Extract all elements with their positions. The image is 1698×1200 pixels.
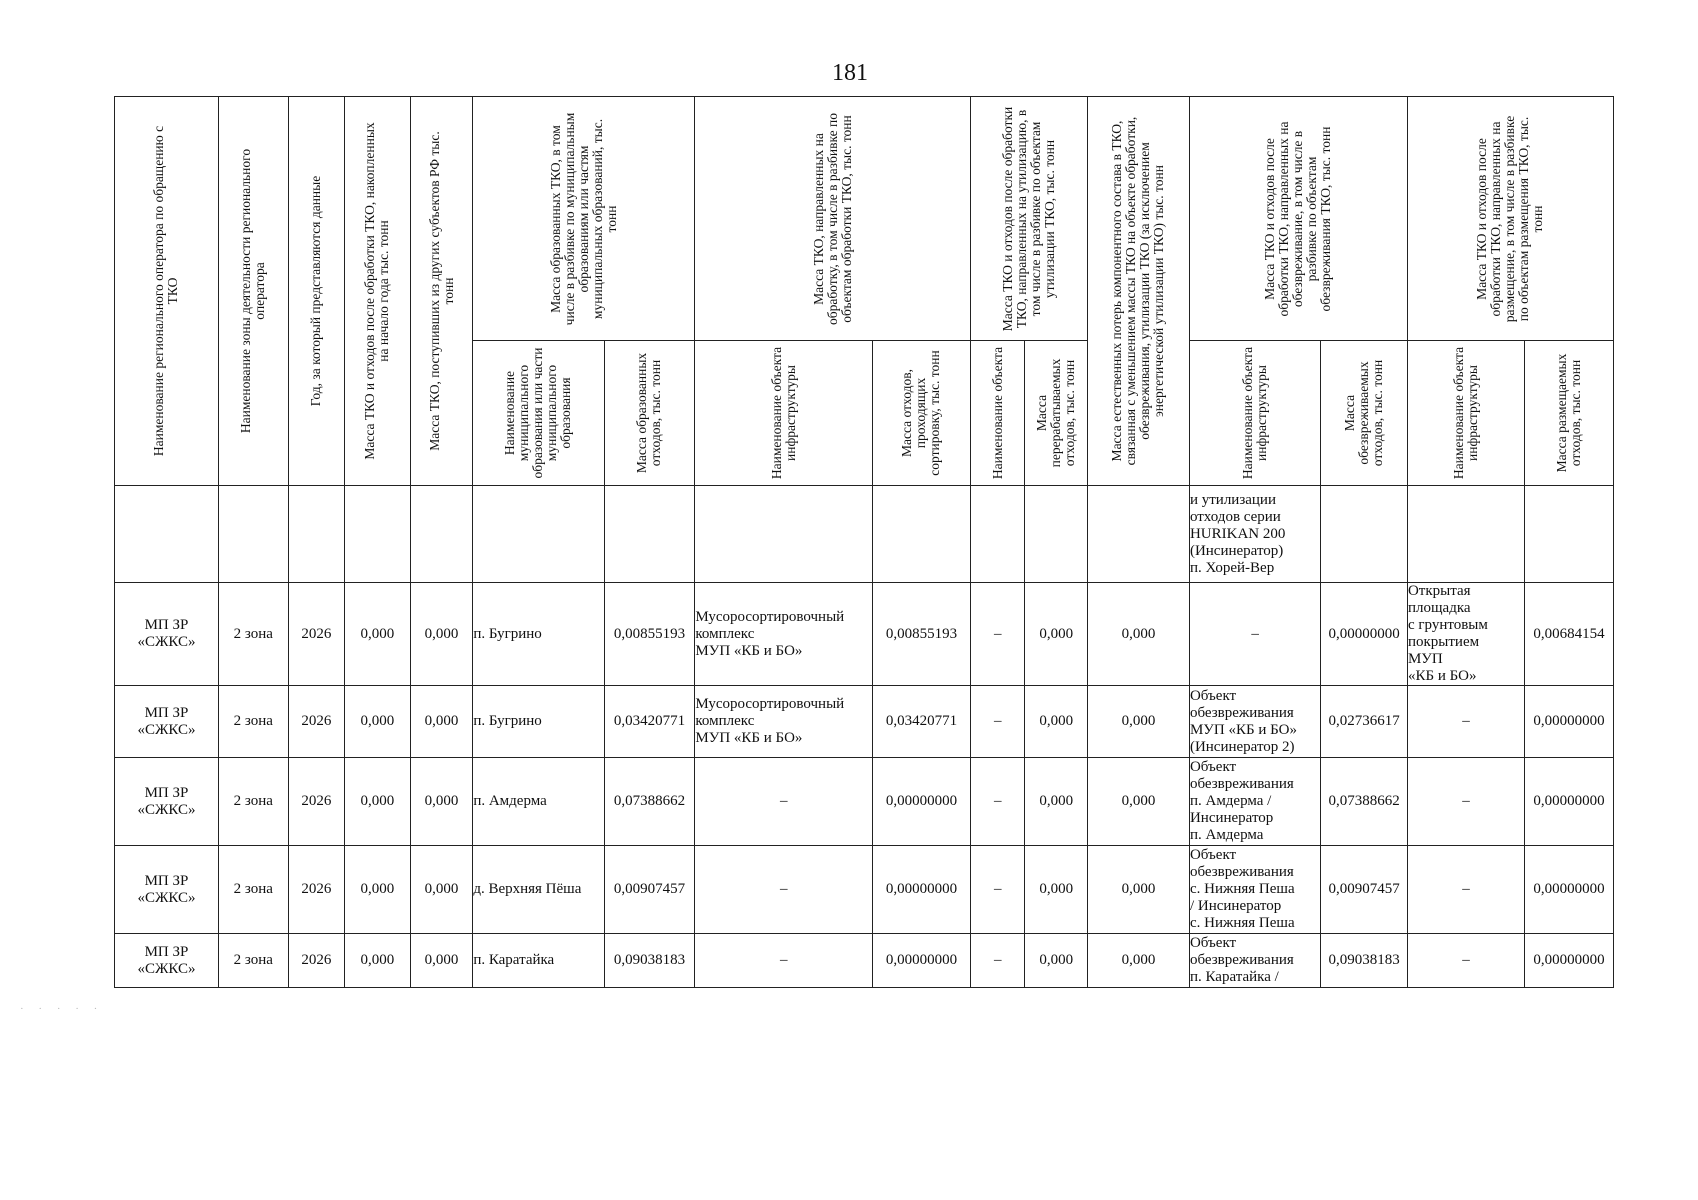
neutralization-object-cell: – bbox=[1189, 583, 1320, 686]
operator-cell-line: «СЖКС» bbox=[137, 889, 196, 906]
processing-mass-cell: 0,00000000 bbox=[873, 846, 971, 934]
header-neutralization-group: Масса ТКО и отходов после обработки ТКО, направленных на обезвреживание, в том числе в разбивке по объектам обезвреживания ТКО, тыс. тонн bbox=[1189, 97, 1407, 341]
neutralization-object-cell-line: обезвреживания bbox=[1189, 704, 1294, 721]
neutralization-object-cell-line: Объект bbox=[1189, 847, 1237, 863]
placement-mass-cell: 0,00000000 bbox=[1525, 934, 1614, 988]
table-cell bbox=[1321, 486, 1408, 583]
year-cell: 2026 bbox=[288, 846, 345, 934]
table-cell bbox=[218, 486, 288, 583]
processing-object-cell: – bbox=[695, 758, 873, 846]
header-processing-group: Масса ТКО, направленных на обработку, в том числе в разбивке по объектам обработки ТКО, тыс. тонн bbox=[695, 97, 971, 341]
operator-cell-line: МП ЗР bbox=[144, 704, 189, 721]
neutralization-object-cell-line: МУП «КБ и БО» bbox=[1189, 721, 1297, 738]
processing-object-cell-line: комплекс bbox=[695, 625, 755, 642]
neutralization-mass-cell: 0,07388662 bbox=[1321, 758, 1408, 846]
formed-mass-cell: 0,00907457 bbox=[604, 846, 695, 934]
continuation-neutralization-object bbox=[1189, 486, 1320, 583]
utilization-mass-cell: 0,000 bbox=[1025, 583, 1088, 686]
table-cell bbox=[410, 486, 473, 583]
placement-mass-cell: 0,00000000 bbox=[1525, 686, 1614, 758]
formed-mass-cell: 0,03420771 bbox=[604, 686, 695, 758]
neutralization-object-cell-line: с. Нижняя Пеша bbox=[1189, 881, 1295, 897]
year-cell: 2026 bbox=[288, 934, 345, 988]
neutralization-object-line: и утилизации bbox=[1189, 491, 1276, 508]
formed-mass-cell: 0,00855193 bbox=[604, 583, 695, 686]
operator-cell bbox=[115, 686, 219, 758]
municipality-cell: п. Бугрино bbox=[473, 686, 604, 758]
operator-cell-line: МП ЗР bbox=[144, 943, 189, 960]
placement-object-cell-line: Открытая bbox=[1407, 583, 1471, 599]
table-cell bbox=[604, 486, 695, 583]
neutralization-object-cell-line: Объект bbox=[1189, 687, 1237, 704]
neutralization-mass-cell: 0,02736617 bbox=[1321, 686, 1408, 758]
utilization-mass-cell: 0,000 bbox=[1025, 846, 1088, 934]
header-utilization-object: Наименование объекта bbox=[970, 341, 1025, 486]
zone-cell: 2 зона bbox=[218, 846, 288, 934]
placement-object-cell: – bbox=[1407, 758, 1524, 846]
operator-cell bbox=[115, 934, 219, 988]
neutralization-object-cell-line: / Инсинератор bbox=[1189, 898, 1282, 914]
scan-margin-marks: · · · · · bbox=[20, 1003, 104, 1015]
operator-cell-line: МП ЗР bbox=[144, 784, 189, 801]
utilization-object-cell: – bbox=[970, 583, 1025, 686]
processing-mass-cell: 0,00855193 bbox=[873, 583, 971, 686]
header-neutralization-mass: Масса обезвреживаемых отходов, тыс. тонн bbox=[1321, 341, 1408, 486]
table-row bbox=[115, 934, 1614, 988]
processing-object-cell-line: Мусоросортировочный bbox=[695, 608, 845, 625]
table-cell bbox=[970, 486, 1025, 583]
header-accumulated: Масса ТКО и отходов после обработки ТКО, накопленных на начало года тыс. тонн bbox=[345, 97, 411, 486]
header-utilization-group: Масса ТКО и отходов после обработки ТКО, направленных на утилизацию, в том числе в разбивке по объектам утилизации ТКО, тыс. тонн bbox=[970, 97, 1087, 341]
neutralization-mass-cell: 0,00907457 bbox=[1321, 846, 1408, 934]
utilization-object-cell: – bbox=[970, 846, 1025, 934]
operator-cell-line: «СЖКС» bbox=[137, 960, 196, 977]
accumulated-cell: 0,000 bbox=[345, 686, 411, 758]
utilization-object-cell: – bbox=[970, 934, 1025, 988]
neutralization-object-line: отходов серии bbox=[1189, 508, 1281, 525]
from-other-regions-cell: 0,000 bbox=[410, 934, 473, 988]
neutralization-object-cell-line: п. Каратайка / bbox=[1189, 969, 1279, 985]
processing-mass-cell: 0,00000000 bbox=[873, 758, 971, 846]
processing-mass-cell: 0,03420771 bbox=[873, 686, 971, 758]
header-placement-object: Наименование объекта инфраструктуры bbox=[1407, 341, 1524, 486]
processing-object-cell-line: Мусоросортировочный bbox=[695, 696, 845, 712]
table-row bbox=[115, 583, 1614, 686]
operator-cell-line: МП ЗР bbox=[144, 872, 189, 889]
municipality-cell: д. Верхняя Пёша bbox=[473, 846, 604, 934]
neutralization-object-cell bbox=[1189, 686, 1320, 758]
placement-object-cell: – bbox=[1407, 934, 1524, 988]
neutralization-object-cell bbox=[1189, 934, 1320, 988]
natural-losses-cell: 0,000 bbox=[1088, 846, 1190, 934]
placement-object-cell-line: МУП bbox=[1407, 651, 1443, 667]
table-row bbox=[115, 758, 1614, 846]
processing-object-cell: – bbox=[695, 934, 873, 988]
processing-object-cell: – bbox=[695, 846, 873, 934]
table-cell bbox=[695, 486, 873, 583]
table-row bbox=[115, 686, 1614, 758]
table-cell bbox=[1525, 486, 1614, 583]
utilization-object-cell: – bbox=[970, 758, 1025, 846]
operator-cell-line: МП ЗР bbox=[144, 617, 189, 633]
neutralization-object-cell-line: п. Амдерма bbox=[1189, 827, 1264, 843]
processing-object-cell-line: МУП «КБ и БО» bbox=[695, 730, 803, 746]
accumulated-cell: 0,000 bbox=[345, 758, 411, 846]
header-from-other-regions: Масса ТКО, поступивших из других субъектов РФ тыс. тонн bbox=[410, 97, 473, 486]
accumulated-cell: 0,000 bbox=[345, 583, 411, 686]
neutralization-object-cell-line: Объект bbox=[1189, 759, 1237, 775]
formed-mass-cell: 0,09038183 bbox=[604, 934, 695, 988]
table-cell bbox=[115, 486, 219, 583]
placement-object-cell-line: покрытием bbox=[1407, 634, 1480, 650]
neutralization-object-cell-line: обезвреживания bbox=[1189, 776, 1294, 792]
zone-cell: 2 зона bbox=[218, 686, 288, 758]
zone-cell: 2 зона bbox=[218, 583, 288, 686]
placement-object-cell: – bbox=[1407, 846, 1524, 934]
natural-losses-cell: 0,000 bbox=[1088, 583, 1190, 686]
processing-object-cell-line: МУП «КБ и БО» bbox=[695, 642, 803, 659]
formed-mass-cell: 0,07388662 bbox=[604, 758, 695, 846]
header-year: Год, за который представляются данные bbox=[288, 97, 345, 486]
header-natural-losses: Масса естественных потерь компонентного состава в ТКО, связанная с уменьшением массы ТКО на объекте обработки, обезвреживания, утилизации ТКО (за исключением энергетической утилизации ТКО) тыс. тонн bbox=[1088, 97, 1190, 486]
from-other-regions-cell: 0,000 bbox=[410, 846, 473, 934]
municipality-cell: п. Амдерма bbox=[473, 758, 604, 846]
operator-cell-line: «СЖКС» bbox=[137, 801, 196, 818]
operator-cell bbox=[115, 583, 219, 686]
header-operator: Наименование регионального оператора по обращению с ТКО bbox=[115, 97, 219, 486]
utilization-mass-cell: 0,000 bbox=[1025, 758, 1088, 846]
placement-mass-cell: 0,00684154 bbox=[1525, 583, 1614, 686]
neutralization-object-cell bbox=[1189, 758, 1320, 846]
neutralization-object-line: HURIKAN 200 bbox=[1189, 525, 1286, 542]
processing-object-cell-line: комплекс bbox=[695, 713, 755, 729]
year-cell: 2026 bbox=[288, 583, 345, 686]
utilization-mass-cell: 0,000 bbox=[1025, 934, 1088, 988]
table-cell bbox=[1025, 486, 1088, 583]
neutralization-mass-cell: 0,09038183 bbox=[1321, 934, 1408, 988]
page-number: 181 bbox=[832, 60, 868, 86]
table-cell bbox=[873, 486, 971, 583]
neutralization-object-cell-line: п. Амдерма / bbox=[1189, 793, 1272, 809]
header-placement-group: Масса ТКО и отходов после обработки ТКО, направленных на размещение, в том числе в разбивке по объектам размещения ТКО, тыс. тонн bbox=[1407, 97, 1613, 341]
header-neutralization-object: Наименование объекта инфраструктуры bbox=[1189, 341, 1320, 486]
year-cell: 2026 bbox=[288, 686, 345, 758]
processing-object-cell bbox=[695, 583, 873, 686]
year-cell: 2026 bbox=[288, 758, 345, 846]
header-processing-object: Наименование объекта инфраструктуры bbox=[695, 341, 873, 486]
neutralization-object-cell-line: Инсинератор bbox=[1189, 810, 1274, 826]
table-row bbox=[115, 846, 1614, 934]
header-processing-mass: Масса отходов, проходящих сортировку, тыс. тонн bbox=[873, 341, 971, 486]
zone-cell: 2 зона bbox=[218, 758, 288, 846]
from-other-regions-cell: 0,000 bbox=[410, 583, 473, 686]
placement-mass-cell: 0,00000000 bbox=[1525, 846, 1614, 934]
zone-cell: 2 зона bbox=[218, 934, 288, 988]
neutralization-object-cell-line: Объект bbox=[1189, 935, 1237, 951]
table-cell bbox=[1407, 486, 1524, 583]
header-placement-mass: Масса размещаемых отходов, тыс. тонн bbox=[1525, 341, 1614, 486]
operator-cell bbox=[115, 846, 219, 934]
from-other-regions-cell: 0,000 bbox=[410, 686, 473, 758]
natural-losses-cell: 0,000 bbox=[1088, 758, 1190, 846]
neutralization-object-cell-line: обезвреживания bbox=[1189, 864, 1294, 880]
natural-losses-cell: 0,000 bbox=[1088, 686, 1190, 758]
operator-cell bbox=[115, 758, 219, 846]
accumulated-cell: 0,000 bbox=[345, 846, 411, 934]
header-formed-municipality: Наименование муниципального образования или части муниципального образования bbox=[473, 341, 604, 486]
from-other-regions-cell: 0,000 bbox=[410, 758, 473, 846]
neutralization-object-cell-line: (Инсинератор 2) bbox=[1189, 738, 1295, 755]
continuation-row bbox=[115, 486, 1614, 583]
neutralization-object-line: (Инсинератор) bbox=[1189, 542, 1284, 559]
accumulated-cell: 0,000 bbox=[345, 934, 411, 988]
placement-object-cell-line: площадка bbox=[1407, 600, 1471, 616]
neutralization-object-cell bbox=[1189, 846, 1320, 934]
placement-mass-cell: 0,00000000 bbox=[1525, 758, 1614, 846]
placement-object-cell bbox=[1407, 583, 1524, 686]
processing-object-cell bbox=[695, 686, 873, 758]
header-zone: Наименование зоны деятельности регионального оператора bbox=[218, 97, 288, 486]
processing-mass-cell: 0,00000000 bbox=[873, 934, 971, 988]
utilization-mass-cell: 0,000 bbox=[1025, 686, 1088, 758]
municipality-cell: п. Бугрино bbox=[473, 583, 604, 686]
utilization-object-cell: – bbox=[970, 686, 1025, 758]
neutralization-object-cell-line: обезвреживания bbox=[1189, 952, 1294, 968]
operator-cell-line: «СЖКС» bbox=[137, 634, 196, 650]
neutralization-object-line: п. Хорей-Вер bbox=[1189, 559, 1275, 576]
placement-object-cell: – bbox=[1407, 686, 1524, 758]
placement-object-cell-line: «КБ и БО» bbox=[1407, 668, 1477, 684]
waste-balance-table bbox=[114, 96, 1614, 988]
table-cell bbox=[473, 486, 604, 583]
natural-losses-cell: 0,000 bbox=[1088, 934, 1190, 988]
header-formed-group: Масса образованных ТКО, в том числе в разбивке по муниципальным образованиям или частям муниципальных образований, тыс. тонн bbox=[473, 97, 695, 341]
placement-object-cell-line: с грунтовым bbox=[1407, 617, 1488, 633]
header-formed-mass: Масса образованных отходов, тыс. тонн bbox=[604, 341, 695, 486]
operator-cell-line: «СЖКС» bbox=[137, 721, 196, 738]
neutralization-mass-cell: 0,00000000 bbox=[1321, 583, 1408, 686]
table-cell bbox=[1088, 486, 1190, 583]
neutralization-object-cell-line: с. Нижняя Пеша bbox=[1189, 915, 1295, 931]
municipality-cell: п. Каратайка bbox=[473, 934, 604, 988]
table-cell bbox=[288, 486, 345, 583]
table-cell bbox=[345, 486, 411, 583]
header-utilization-mass: Масса перерабатываемых отходов, тыс. тонн bbox=[1025, 341, 1088, 486]
